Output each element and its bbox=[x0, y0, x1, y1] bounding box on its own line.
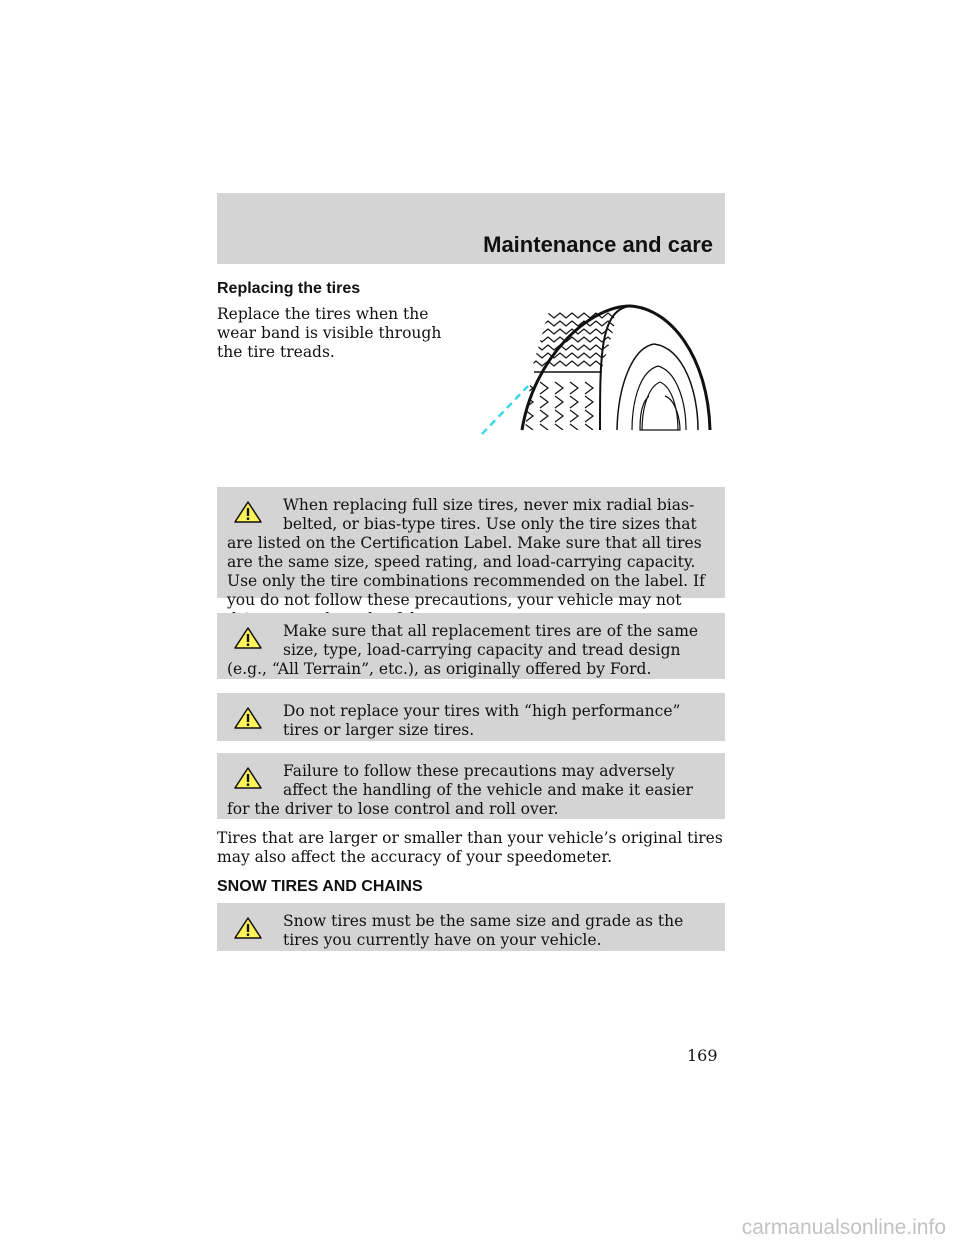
warning-text: Failure to follow these precautions may adversely affect the handling of the vehicle and make it easier for the driver to lose control and roll over. bbox=[227, 762, 693, 818]
warning-triangle-icon bbox=[233, 626, 263, 650]
warning-triangle-icon bbox=[233, 916, 263, 940]
warning-triangle-icon bbox=[233, 766, 263, 790]
tire-illustration bbox=[470, 296, 720, 438]
page-header-title: Maintenance and care bbox=[483, 232, 713, 257]
intro-paragraph: Replace the tires when the wear band is visible through the tire treads. bbox=[217, 305, 442, 361]
warning-triangle-icon bbox=[233, 706, 263, 730]
warning-text: Do not replace your tires with “high performance” tires or larger size tires. bbox=[283, 702, 681, 739]
warning-text: When replacing full size tires, never mix radial bias-belted, or bias-type tires. Use only the tire sizes that are listed on the Certification Label. Make sure that all tires are the same size, speed rating, and load-carrying capacity. Use only the tire combinations recommended on the label. If you do not follow these precautions, your vehicle may not bbox=[227, 496, 705, 609]
warning-box bbox=[217, 693, 725, 741]
watermark: carmanualsonline.info bbox=[741, 1216, 946, 1239]
warning-triangle-icon bbox=[233, 500, 263, 524]
page-number: 169 bbox=[687, 1046, 718, 1065]
warning-box bbox=[217, 613, 725, 679]
warning-text: Snow tires must be the same size and grade as the tires you currently have on your vehicle. bbox=[283, 912, 684, 949]
speedometer-paragraph: Tires that are larger or smaller than your vehicle’s original tires may also affect the accuracy of your speedometer. bbox=[217, 829, 723, 866]
warning-text: Make sure that all replacement tires are of the same size, type, load-carrying capacity and tread design (e.g., “All Terrain”, etc.), as originally offered by Ford. bbox=[227, 622, 699, 678]
section-title-replacing-tires: Replacing the tires bbox=[217, 280, 361, 297]
warning-box bbox=[217, 903, 725, 951]
warning-box bbox=[217, 487, 725, 609]
section-title-snow-tires: SNOW TIRES AND CHAINS bbox=[217, 878, 423, 895]
header-band bbox=[217, 193, 725, 264]
warning-box bbox=[217, 753, 725, 819]
